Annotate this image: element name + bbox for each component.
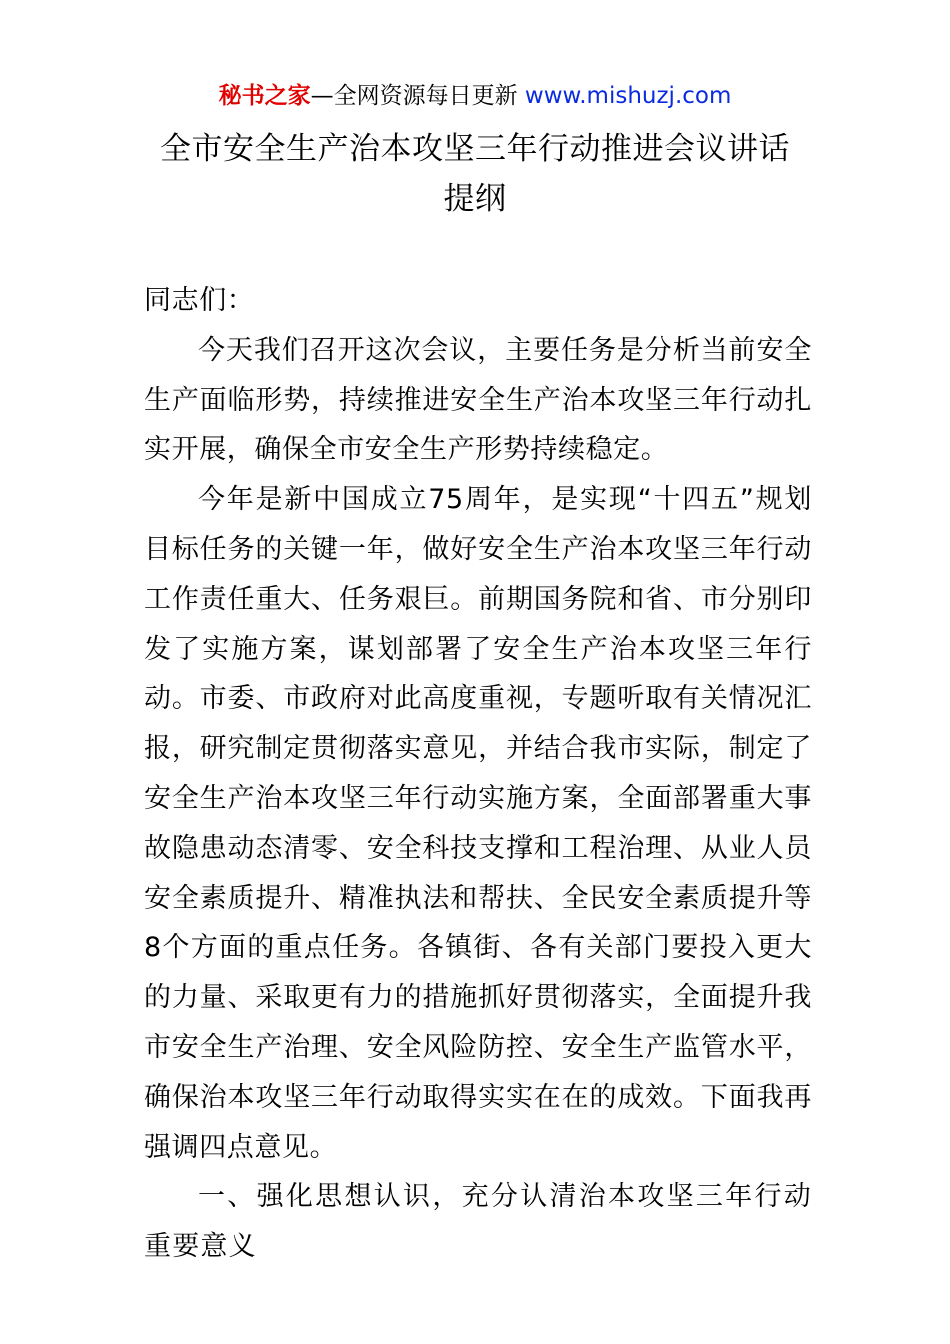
- document-title-line-1: 全市安全生产治本攻坚三年行动推进会议讲话: [160, 131, 790, 167]
- watermark-brand: 秘书之家: [218, 83, 311, 109]
- document-title-line-2: 提纲: [443, 181, 507, 217]
- watermark-url: www.mishuzj.com: [524, 83, 732, 109]
- paragraph-2: 今年是新中国成立75周年，是实现“十四五”规划目标任务的关键一年，做好安全生产治本攻坚三年行动工作责任重大、任务艰巨。前期国务院和省、市分别印发了实施方案，谋划部署了安全生产治本攻坚三年行动。市委、市政府对此高度重视，专题听取有关情况汇报，研究制定贯彻落实意见，并结合我市实际，制定了安全生产治本攻坚三年行动实施方案，全面部署重大事故隐患动态清零、安全科技支撑和工程治理、从业人员安全素质提升、精准执法和帮扶、全民安全素质提升等8个方面的重点任务。各镇街、各有关部门要投入更大的力量、采取更有力的措施抓好贯彻落实，全面提升我市安全生产治理、安全风险防控、安全生产监管水平，确保治本攻坚三年行动取得实实在在的成效。下面我再强调四点意见。: [144, 484, 812, 1163]
- document-body: [144, 276, 812, 1272]
- section-heading-1: 一、强化思想认识，充分认清治本攻坚三年行动重要意义: [144, 1181, 812, 1263]
- paragraph-1: 今天我们召开这次会议，主要任务是分析当前安全生产面临形势，持续推进安全生产治本攻坚三年行动扎实开展，确保全市安全生产形势持续稳定。: [144, 334, 812, 466]
- salutation: 同志们：: [144, 285, 255, 316]
- document-title: [100, 124, 850, 224]
- watermark-slogan: —全网资源每日更新: [310, 83, 518, 109]
- site-watermark-header: [0, 80, 950, 112]
